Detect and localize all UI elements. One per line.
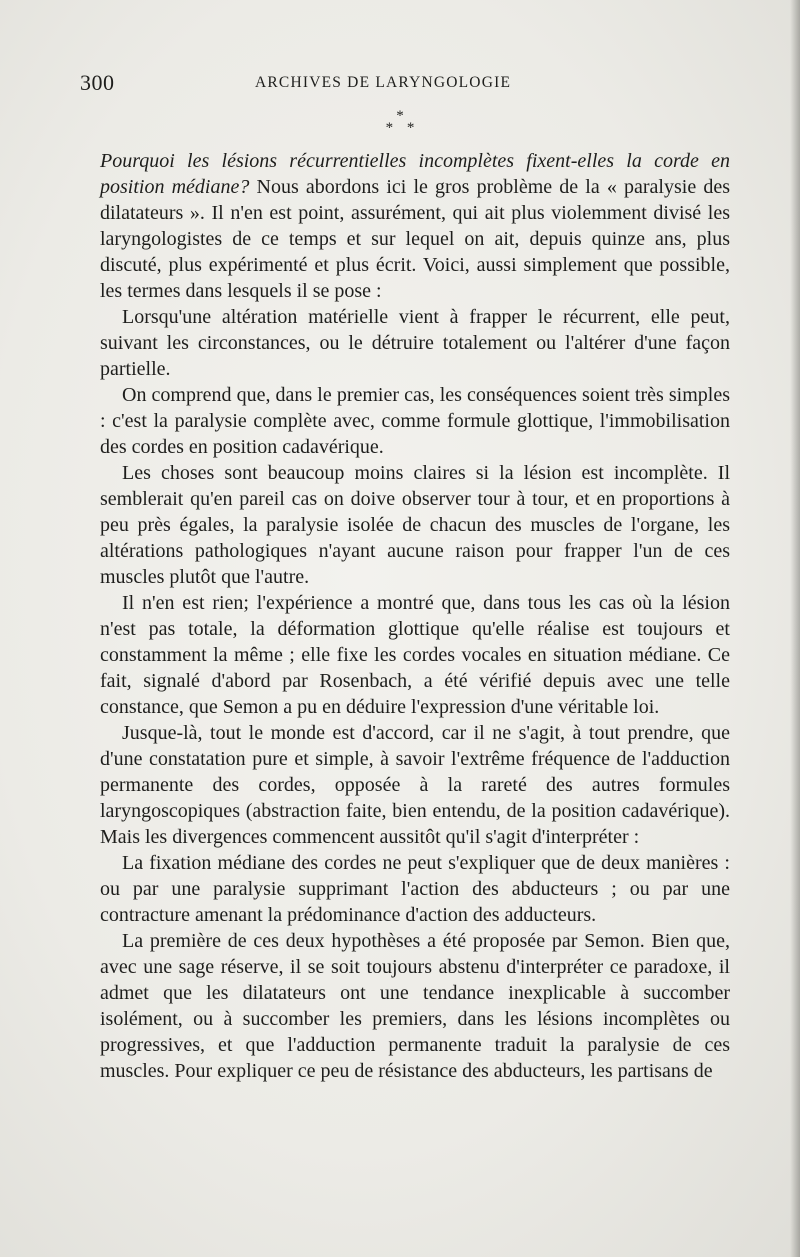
paragraph-1-text: Nous abordons ici le gros problème de la « paralysie des dilatateurs ». Il n'en est point, assurément, qui ait plus violemment divisé les laryngologistes de ce temps et sur lequel on ait, depuis quinze ans, plus discuté, plus expérimenté et plus écrit. Voici, aussi simplement que possible, les termes dans lesquels il se pose : <box>100 176 730 302</box>
page-header <box>80 70 725 100</box>
paragraph-1 <box>100 148 730 304</box>
section-asterism <box>360 110 440 134</box>
page-number: 300 <box>80 70 115 95</box>
paragraph-4: Les choses sont beaucoup moins claires si la lésion est incomplète. Il semblerait qu'en pareil cas on doive observer tour à tour, et en proportions à peu près égales, la paralysie isolée de chacun des muscles de l'organe, les altérations pathologiques n'ayant aucune raison pour frapper l'un de ces muscles plutôt que l'autre. <box>100 462 730 588</box>
paragraph-6: Jusque-là, tout le monde est d'accord, car il ne s'agit, à tout prendre, que d'une constatation pure et simple, à savoir l'extrême fréquence de l'adduction permanente des cordes, opposée à la rareté des autres formules laryngoscopiques (abstraction faite, bien entendu, de la position cadavérique). Mais les divergences commencent aussitôt qu'il s'agit d'interpréter : <box>100 722 730 848</box>
paragraph-1-question: Pourquoi les lésions récurrentielles incomplètes fixent-elles la corde en position médiane? <box>100 150 730 198</box>
page-edge-shadow <box>790 0 800 1257</box>
paragraph-3: On comprend que, dans le premier cas, les conséquences soient très simples : c'est la paralysie complète avec, comme formule glottique, l'immobilisation des cordes en position cadavérique. <box>100 384 730 458</box>
running-head: ARCHIVES DE LARYNGOLOGIE <box>255 74 512 91</box>
paragraph-8: La première de ces deux hypothèses a été proposée par Semon. Bien que, avec une sage réserve, il se soit toujours abstenu d'interpréter ce paradoxe, il admet que les dilatateurs ont une tendance inexplicable à succomber isolément, ou à succomber les premiers, dans les lésions incomplètes ou progressives, et que l'adduction permanente traduit la paralysie de ces muscles. Pour expliquer ce peu de résistance des abducteurs, les partisans de <box>100 930 730 1082</box>
body-text <box>100 148 730 1084</box>
paragraph-5: Il n'en est rien; l'expérience a montré que, dans tous les cas où la lésion n'est pas totale, la déformation glottique qu'elle réalise est toujours et constamment la même ; elle fixe les cordes vocales en situation médiane. Ce fait, signalé d'abord par Rosenbach, a été vérifié depuis avec une telle constance, que Semon a pu en déduire l'expression d'une véritable loi. <box>100 592 730 718</box>
paragraph-7: La fixation médiane des cordes ne peut s'expliquer que de deux manières : ou par une paralysie supprimant l'action des abducteurs ; ou par une contracture amenant la prédominance d'action des adducteurs. <box>100 852 730 926</box>
asterism-top: * <box>396 108 404 124</box>
asterism-bottom: * * <box>385 120 415 136</box>
paragraph-2: Lorsqu'une altération matérielle vient à frapper le récurrent, elle peut, suivant les circonstances, ou le détruire totalement ou l'altérer d'une façon partielle. <box>100 306 730 380</box>
